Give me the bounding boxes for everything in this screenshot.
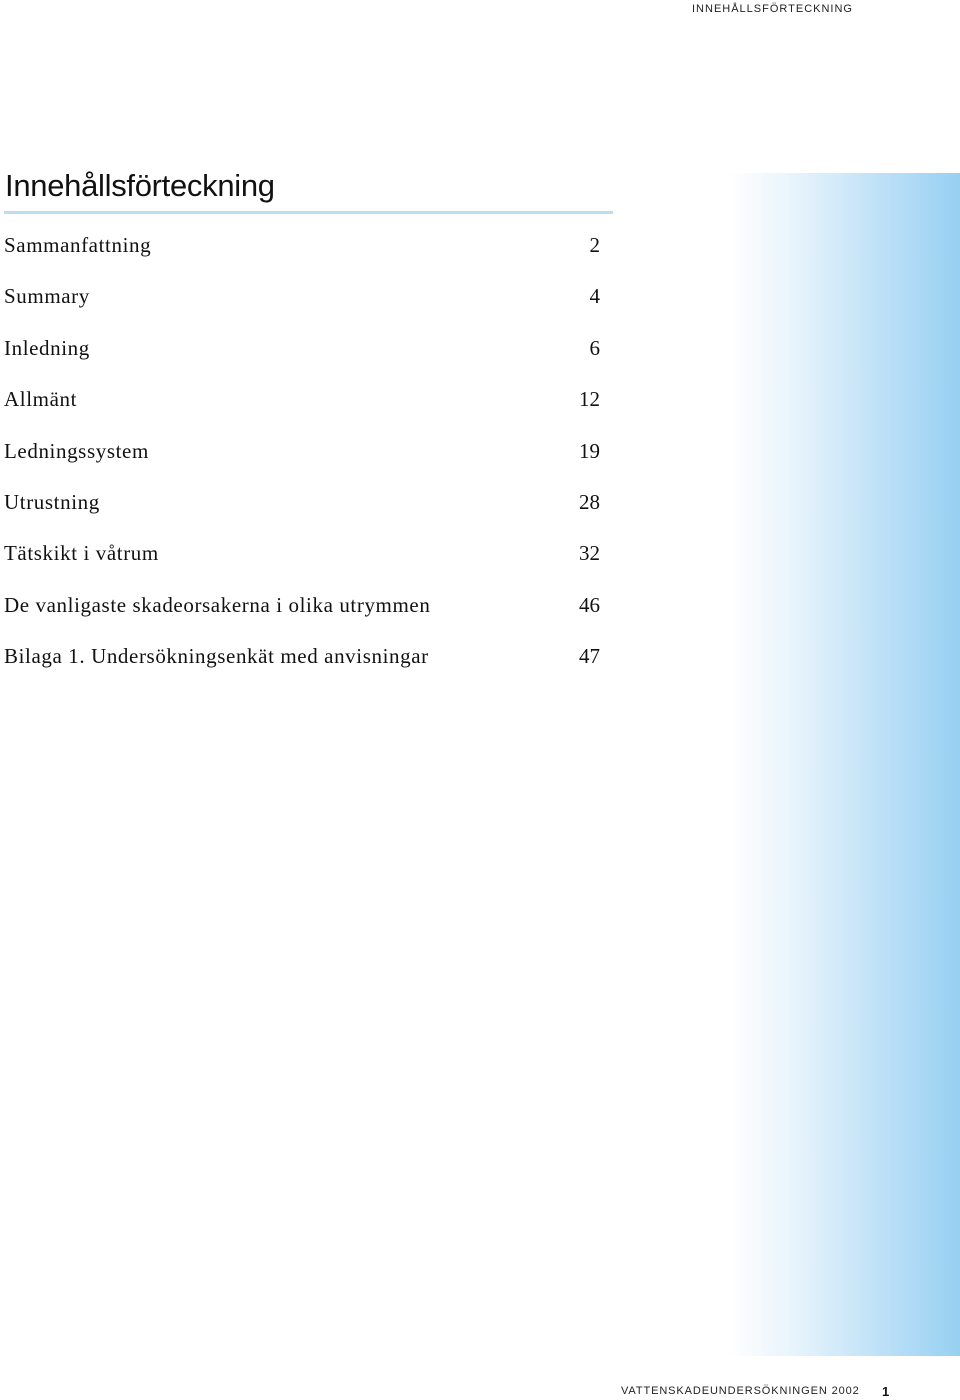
toc-entry-page: 47 bbox=[579, 644, 600, 669]
toc-entry-page: 4 bbox=[589, 284, 600, 309]
toc-entry[interactable] bbox=[4, 284, 600, 335]
toc-entry-title: Summary bbox=[4, 284, 90, 309]
toc-entry-title: Utrustning bbox=[4, 489, 100, 514]
toc-entry[interactable] bbox=[4, 541, 600, 592]
toc-entry[interactable] bbox=[4, 644, 600, 695]
toc-entry[interactable] bbox=[4, 387, 600, 438]
toc-entry-title: Sammanfattning bbox=[4, 233, 152, 257]
toc-entry-page: 46 bbox=[579, 592, 600, 617]
running-footer: VATTENSKADEUNDERSÖKNINGEN 2002 bbox=[621, 1385, 860, 1397]
toc-entry-page: 12 bbox=[579, 387, 600, 412]
toc-entry[interactable] bbox=[4, 593, 600, 644]
toc-entry[interactable] bbox=[4, 233, 600, 284]
toc-entry-title: Allmänt bbox=[4, 387, 78, 412]
toc-entry-page: 2 bbox=[589, 233, 600, 257]
toc-entry-title: Tätskikt i våtrum bbox=[4, 541, 159, 566]
toc-entry-title: Inledning bbox=[4, 335, 90, 360]
toc-entry[interactable] bbox=[4, 490, 600, 541]
page-number: 1 bbox=[882, 1384, 890, 1399]
title-underline bbox=[4, 211, 613, 214]
toc-entry-page: 28 bbox=[579, 489, 600, 514]
toc-entry-page: 19 bbox=[579, 438, 600, 463]
toc-entry[interactable] bbox=[4, 336, 600, 387]
toc-entry-page: 32 bbox=[579, 541, 600, 566]
toc-entry-title: Bilaga 1. Undersökningsenkät med anvisningar bbox=[4, 644, 429, 669]
page-title: Innehållsförteckning bbox=[5, 168, 275, 203]
running-header: INNEHÅLLSFÖRTECKNING bbox=[692, 3, 853, 15]
toc-entry-title: De vanligaste skadeorsakerna i olika utrymmen bbox=[4, 592, 431, 617]
decorative-side-band bbox=[728, 173, 960, 1356]
toc-entry[interactable] bbox=[4, 439, 600, 490]
toc-entry-page: 6 bbox=[589, 335, 600, 360]
table-of-contents bbox=[4, 233, 600, 696]
toc-entry-title: Ledningssystem bbox=[4, 438, 149, 463]
